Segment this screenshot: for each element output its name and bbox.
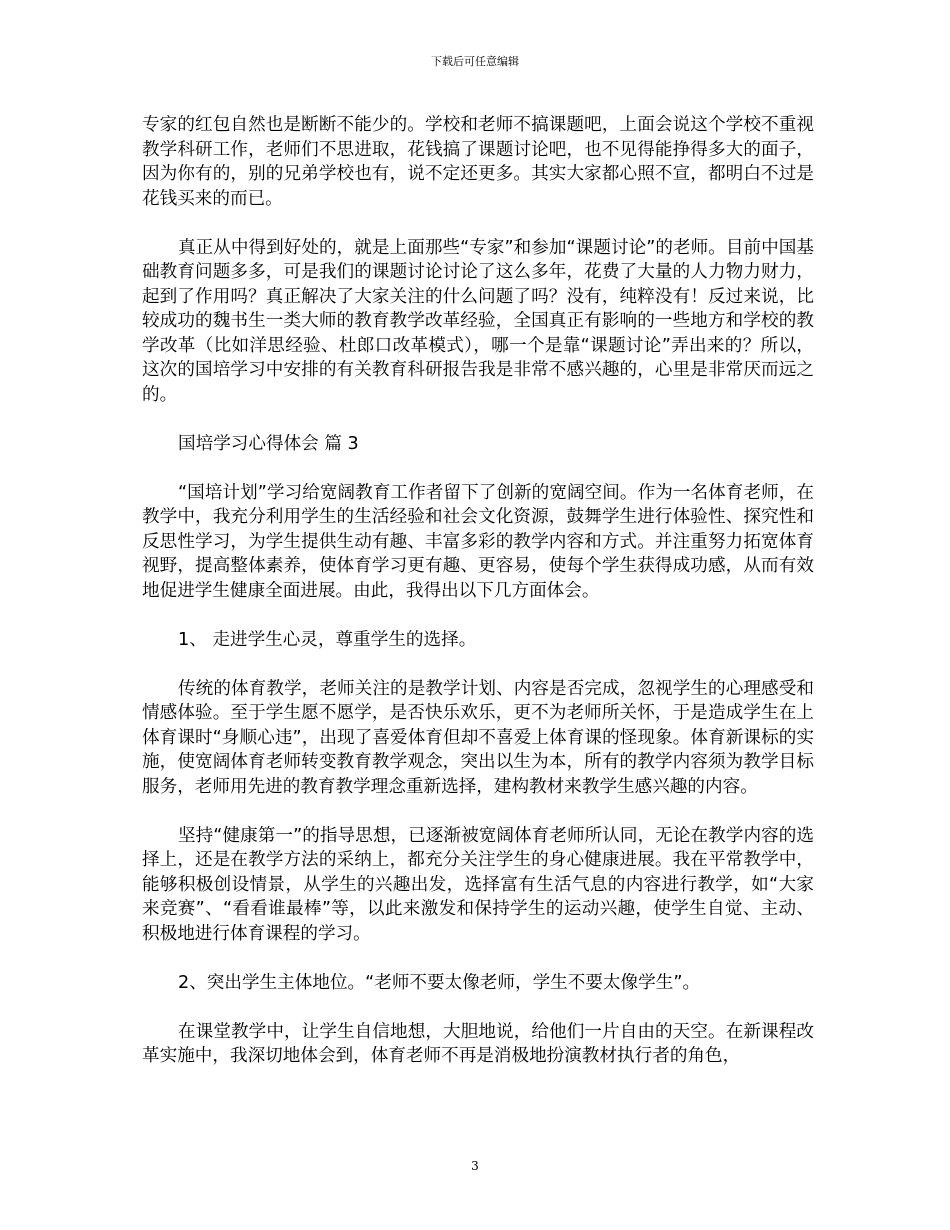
page-header: 下载后可任意编辑 xyxy=(431,55,519,68)
page-number: 3 xyxy=(471,1159,479,1173)
paragraph-traditional-teaching: 传统的体育教学，老师关注的是教学计划、内容是否完成，忽视学生的心理感受和情感体验。至于学生愿不愿学，是否快乐欢乐，更不为老师所关怀，于是造成学生在上体育课时“身顺心违”，出现了喜爱体育但却不喜爱上体育课的怪现象。体育新课标的实施，使宽阔体育老师转变教育教学观念，突出以生为本，所有的教学内容须为教学目标服务，老师用先进的教育教学理念重新选择，建构教材来教学生感兴趣的内容。 xyxy=(142,678,814,797)
point-heading-1: 1、 走进学生心灵，尊重学生的选择。 xyxy=(178,629,477,650)
document-body xyxy=(142,113,814,1069)
paragraph-research-critique: 真正从中得到好处的，就是上面那些“专家”和参加“课题讨论”的老师。目前中国基础教育问题多多，可是我们的课题讨论讨论了这么多年，花费了大量的人力物力财力，起到了作用吗？真正解决了大家关注的什么问题了吗？没有，纯粹没有！反过来说，比较成功的魏书生一类大师的教育教学改革经验，全国真正有影响的一些地方和学校的教学改革（比如洋思经验、杜郎口改革模式），哪一个是靠“课题讨论”弄出来的？所以，这次的国培学习中安排的有关教育科研报告我是非常不感兴趣的，心里是非常厌而远之的。 xyxy=(142,237,814,405)
paragraph-classroom: 在课堂教学中，让学生自信地想，大胆地说，给他们一片自由的天空。在新课程改革实施中，我深切地体会到，体育老师不再是消极地扮演教材执行者的角色， xyxy=(142,1021,814,1066)
paragraph-intro: “国培计划”学习给宽阔教育工作者留下了创新的宽阔空间。作为一名体育老师，在教学中，我充分利用学生的生活经验和社会文化资源，鼓舞学生进行体验性、探究性和反思性学习，为学生提供生动有趣、丰富多彩的教学内容和方式。并注重努力拓宽体育视野，提高整体素养，使体育学习更有趣、更容易，使每个学生获得成功感，从而有效地促进学生健康全面进展。由此，我得出以下几方面体会。 xyxy=(142,482,814,601)
section-heading: 国培学习心得体会 篇 3 xyxy=(178,433,359,454)
paragraph-continuation: 专家的红包自然也是断断不能少的。学校和老师不搞课题吧，上面会说这个学校不重视教学科研工作，老师们不思进取，花钱搞了课题讨论吧，也不见得能挣得多大的面子，因为你有的，别的兄弟学校也有，说不定还更多。其实大家都心照不宣，都明白不过是花钱买来的而已。 xyxy=(142,115,814,209)
point-heading-2: 2、突出学生主体地位。“老师不要太像老师，学生不要太像学生”。 xyxy=(178,972,701,993)
paragraph-health-first: 坚持“健康第一”的指导思想，已逐渐被宽阔体育老师所认同，无论在教学内容的选择上，还是在教学方法的采纳上，都充分关注学生的身心健康进展。我在平常教学中，能够积极创设情景，从学生的兴趣出发，选择富有生活气息的内容进行教学，如“大家来竞赛”、“看看谁最棒”等，以此来激发和保持学生的运动兴趣，使学生自觉、主动、积极地进行体育课程的学习。 xyxy=(142,825,814,944)
